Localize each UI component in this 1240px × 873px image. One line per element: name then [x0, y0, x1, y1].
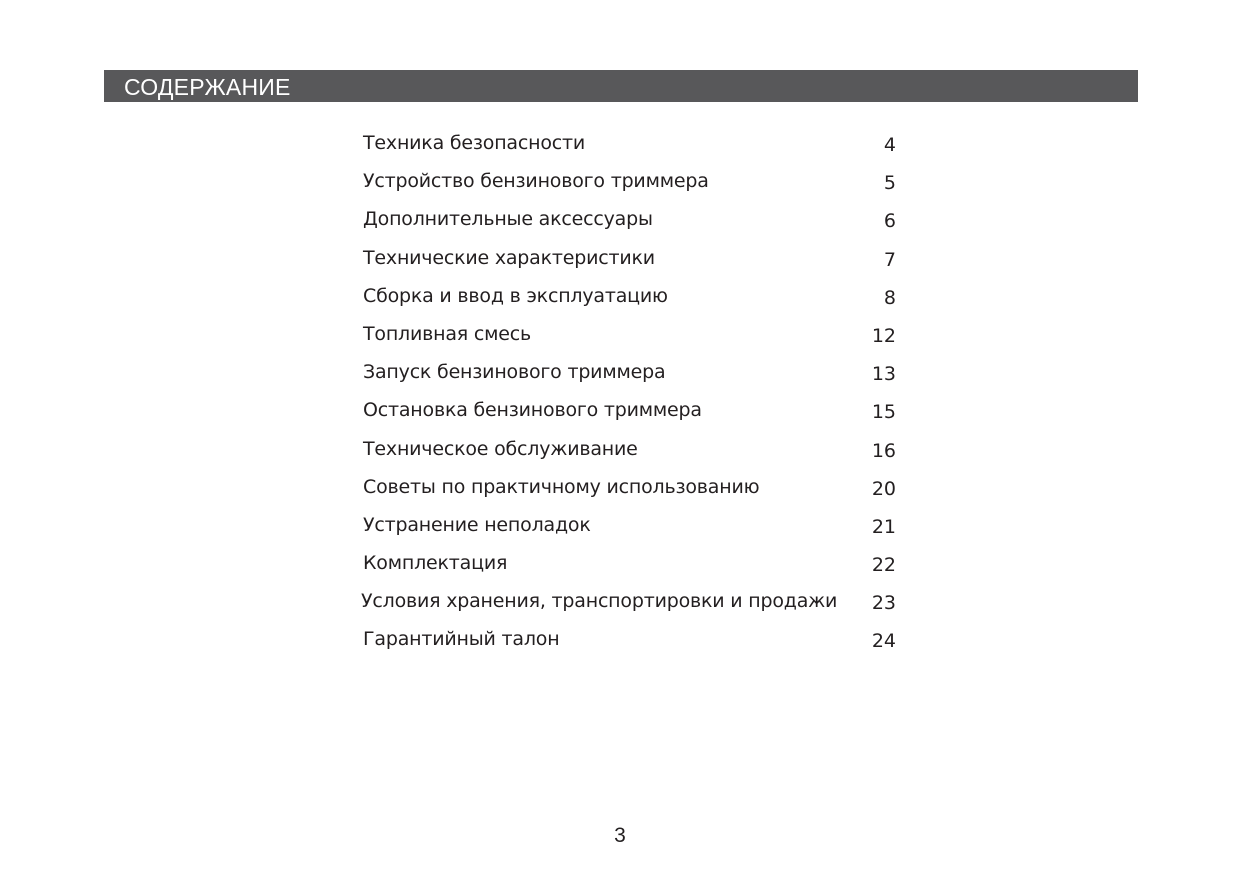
- toc-entry-page: 8: [883, 286, 896, 309]
- page-number: 3: [614, 824, 626, 847]
- toc-entry[interactable]: [362, 507, 898, 545]
- toc-entry-page: 13: [871, 363, 896, 386]
- table-of-contents: [362, 125, 898, 660]
- toc-entry-title: Технические характеристики: [363, 246, 655, 269]
- toc-entry[interactable]: [362, 583, 898, 621]
- section-header-bar: [104, 70, 1138, 102]
- toc-entry-title: Устранение неполадок: [363, 513, 591, 536]
- toc-entry-page: 24: [871, 630, 896, 653]
- toc-entry-title: Остановка бензинового триммера: [363, 399, 702, 422]
- toc-entry-title: Сборка и ввод в эксплуатацию: [363, 284, 668, 307]
- toc-entry-page: 5: [883, 172, 896, 195]
- toc-entry[interactable]: [362, 278, 898, 316]
- toc-entry-page: 21: [871, 515, 896, 538]
- toc-entry[interactable]: [362, 392, 898, 430]
- toc-entry-page: 6: [883, 210, 896, 233]
- toc-entry[interactable]: [362, 163, 898, 201]
- toc-entry[interactable]: [362, 201, 898, 239]
- toc-entry-page: 7: [883, 248, 896, 271]
- toc-entry-page: 20: [871, 477, 896, 500]
- toc-entry-title: Комплектация: [363, 552, 508, 575]
- toc-entry-title: Топливная смесь: [363, 322, 531, 345]
- toc-entry-page: 15: [871, 401, 896, 424]
- toc-entry[interactable]: [362, 354, 898, 392]
- toc-entry-title: Устройство бензинового триммера: [363, 170, 709, 193]
- toc-entry[interactable]: [362, 621, 898, 659]
- toc-entry-page: 12: [871, 324, 896, 347]
- toc-entry[interactable]: [362, 469, 898, 507]
- section-title: СОДЕРЖАНИЕ: [124, 74, 291, 100]
- toc-entry-page: 23: [871, 592, 896, 615]
- toc-entry-title: Гарантийный талон: [363, 628, 560, 651]
- toc-entry-title: Техническое обслуживание: [363, 437, 638, 460]
- toc-entry-page: 16: [871, 439, 896, 462]
- toc-entry-title: Условия хранения, транспортировки и продажи: [361, 590, 838, 613]
- toc-entry-title: Техника безопасности: [363, 132, 586, 154]
- toc-entry[interactable]: [362, 316, 898, 354]
- toc-entry[interactable]: [362, 125, 898, 163]
- toc-entry-title: Запуск бензинового триммера: [363, 361, 666, 384]
- toc-entry-title: Советы по практичному использованию: [363, 475, 760, 498]
- toc-entry-page: 4: [883, 134, 896, 156]
- toc-entry-page: 22: [871, 554, 896, 577]
- toc-entry[interactable]: [362, 431, 898, 469]
- toc-entry-title: Дополнительные аксессуары: [363, 208, 653, 231]
- toc-entry[interactable]: [362, 545, 898, 583]
- toc-entry[interactable]: [362, 240, 898, 278]
